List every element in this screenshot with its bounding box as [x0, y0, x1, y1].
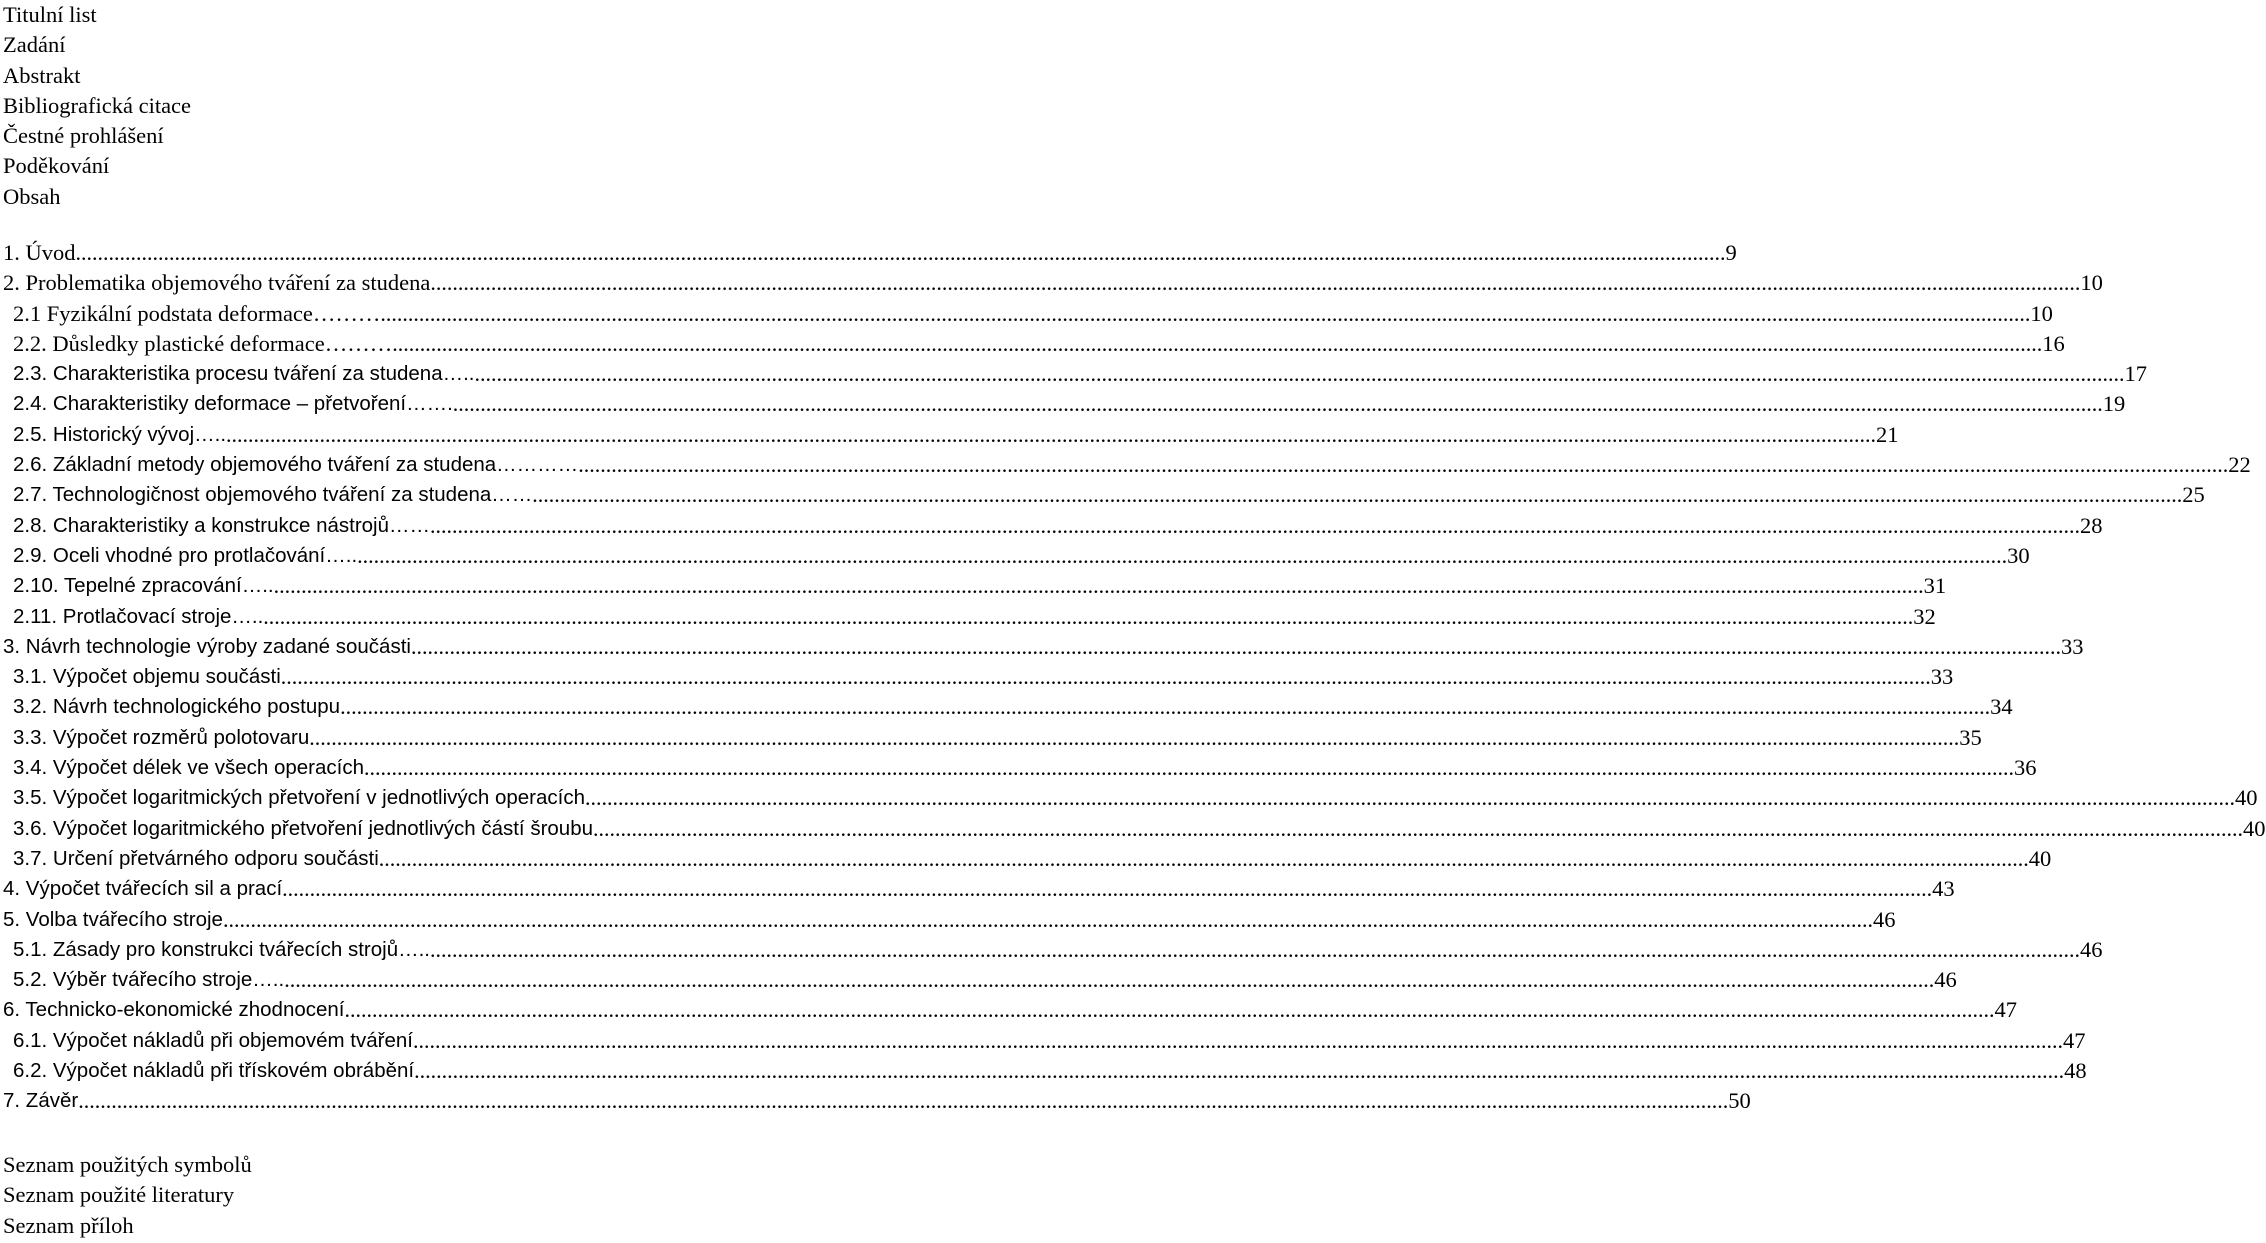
toc-entry-label: 3.1. Výpočet objemu součásti [13, 665, 281, 689]
toc-leader-dots: ............................................................................................................................................................................................................................................................................................................ [340, 694, 1991, 720]
toc-entry [3, 420, 1899, 450]
toc-entry-label: 3.4. Výpočet délek ve všech operacích [13, 756, 364, 780]
toc-leader-dots: ............................................................................................................................................................................................................................................................................................................ [226, 421, 1877, 447]
toc-entry [3, 844, 2052, 874]
toc-leader-dots: ............................................................................................................................................................................................................................................................................................................ [392, 330, 2043, 356]
toc-entry [3, 1086, 1751, 1116]
toc-entry-label: 5.1. Zásady pro konstrukci tvářecích strojů….. [13, 937, 430, 961]
back-matter-item: Seznam použité literatury [3, 1182, 235, 1208]
toc-entry [3, 995, 2017, 1025]
toc-entry-page: 9 [1725, 240, 1737, 265]
toc-entry-label: 3. Návrh technologie výroby zadané součásti [3, 634, 411, 658]
toc-entry [3, 268, 2103, 298]
toc-entry [3, 662, 1954, 692]
toc-entry-page: 46 [1934, 967, 1957, 993]
toc-entry-page: 10 [2080, 270, 2103, 296]
toc-leader-dots: ............................................................................................................................................................................................................................................................................................................ [344, 997, 1995, 1023]
toc-entry [3, 541, 2030, 571]
toc-entry-label: 5. Volba tvářecího stroje [3, 907, 223, 931]
toc-leader-dots: ............................................................................................................................................................................................................................................................................................................ [222, 906, 1873, 932]
toc-entry [3, 783, 2258, 813]
front-matter-item: Čestné prohlášení [3, 123, 164, 149]
toc-entry-page: 47 [1994, 997, 2017, 1023]
toc-entry-page: 30 [2007, 542, 2030, 568]
toc-entry-label: 7. Závěr [3, 1089, 79, 1113]
toc-entry-page: 40 [2243, 815, 2266, 841]
toc-entry-label: 3.7. Určení přetvárného odporu součásti [13, 846, 379, 870]
toc-entry-label: 2.8. Charakteristiky a konstrukce nástrojů…… [13, 513, 430, 537]
toc-entry-page: 21 [1876, 421, 1899, 447]
toc-entry-page: 40 [2235, 785, 2258, 811]
toc-entry-label: 2.11. Protlačovací stroje….. [13, 604, 264, 628]
toc-entry [3, 874, 1955, 904]
toc-leader-dots: ............................................................................................................................................................................................................................................................................................................ [412, 1027, 2063, 1053]
toc-entry-label: 2.7. Technologičnost objemového tváření za studena…… [13, 483, 533, 507]
toc-leader-dots: ............................................................................................................................................................................................................................................................................................................ [273, 573, 1924, 599]
front-matter-item: Zadání [3, 32, 66, 58]
toc-leader-dots: ............................................................................................................................................................................................................................................................................................................ [380, 300, 2031, 326]
toc-entry [3, 299, 2053, 329]
toc-entry [3, 450, 2251, 480]
toc-leader-dots: ............................................................................................................................................................................................................................................................................................................ [75, 240, 1726, 265]
toc-entry [3, 935, 2103, 965]
toc-leader-dots: ............................................................................................................................................................................................................................................................................................................ [430, 512, 2080, 538]
toc-entry [3, 359, 2147, 389]
toc-entry-page: 50 [1728, 1088, 1751, 1114]
front-matter-item: Titulní list [3, 2, 97, 27]
toc-entry-page: 28 [2080, 512, 2103, 538]
toc-entry-page: 31 [1923, 573, 1947, 599]
toc-leader-dots: ............................................................................................................................................................................................................................................................................................................ [309, 724, 1960, 750]
toc-entry [3, 329, 2065, 359]
toc-leader-dots: ............................................................................................................................................................................................................................................................................................................ [474, 361, 2125, 387]
toc-entry-page: 34 [1990, 694, 2013, 720]
toc-entry-label: 2.3. Charakteristika procesu tváření za studena….. [13, 362, 475, 386]
toc-leader-dots: ............................................................................................................................................................................................................................................................................................................ [357, 542, 2008, 568]
toc-entry-page: 47 [2062, 1027, 2086, 1053]
toc-leader-dots: ............................................................................................................................................................................................................................................................................................................ [452, 391, 2103, 417]
toc-entry-label: 2.6. Základní metody objemového tváření za studena………… [13, 453, 579, 477]
toc-entry-label: 2.4. Charakteristiky deformace – přetvoření……. [13, 392, 453, 416]
toc-entry [3, 238, 1737, 268]
toc-entry [3, 1026, 2086, 1056]
front-matter-list [3, 0, 191, 212]
toc-entry-label: 6.1. Výpočet nákladů při objemovém tváření [13, 1028, 413, 1052]
toc-entry-label: 3.3. Výpočet rozměrů polotovaru [13, 725, 310, 749]
toc-entry-page: 40 [2028, 845, 2052, 871]
toc-entry-label: 4. Výpočet tvářecích sil a prací [3, 877, 283, 901]
toc-leader-dots: ............................................................................................................................................................................................................................................................................................................ [578, 452, 2229, 478]
toc-entry-label: 2.2. Důsledky plastické deformace……… [13, 330, 393, 356]
toc-leader-dots: ............................................................................................................................................................................................................................................................................................................ [414, 1058, 2065, 1084]
front-matter-item: Abstrakt [3, 62, 81, 88]
toc-leader-dots: ............................................................................................................................................................................................................................................................................................................ [532, 482, 2183, 508]
back-matter-item: Seznam použitých symbolů [3, 1152, 252, 1177]
toc-leader-dots: ............................................................................................................................................................................................................................................................................................................ [263, 603, 1914, 629]
toc-entry-page: 43 [1932, 876, 1955, 902]
table-of-contents [3, 238, 2266, 1117]
front-matter-item: Bibliografická citace [3, 92, 192, 118]
toc-leader-dots: ............................................................................................................................................................................................................................................................................................................ [363, 755, 2014, 781]
toc-entry-label: 3.5. Výpočet logaritmických přetvoření v jednotlivých operacích [13, 786, 585, 810]
toc-entry [3, 965, 1957, 995]
toc-entry-page: 46 [2080, 936, 2103, 962]
toc-entry-label: 2.1 Fyzikální podstata deformace……… [13, 300, 381, 326]
toc-leader-dots: ............................................................................................................................................................................................................................................................................................................ [430, 936, 2080, 962]
toc-entry-page: 33 [2060, 633, 2084, 659]
toc-entry [3, 905, 1896, 935]
toc-entry-label: 5.2. Výběr tvářecího stroje….. [13, 968, 285, 992]
toc-entry-page: 10 [2030, 300, 2053, 326]
toc-entry-page: 33 [1930, 664, 1954, 690]
toc-entry [3, 1056, 2087, 1086]
toc-leader-dots: ............................................................................................................................................................................................................................................................................................................ [280, 664, 1931, 690]
toc-entry-label: 2. Problematika objemového tváření za studena [3, 270, 431, 296]
toc-entry [3, 723, 1982, 753]
toc-entry [3, 389, 2126, 419]
toc-entry-page: 46 [1872, 906, 1896, 932]
toc-entry [3, 632, 2084, 662]
toc-entry-label: 2.5. Historický vývoj….. [13, 422, 227, 446]
toc-leader-dots: ............................................................................................................................................................................................................................................................................................................ [282, 876, 1933, 902]
toc-entry-label: 6. Technicko-ekonomické zhodnocení [3, 998, 345, 1022]
toc-leader-dots: ............................................................................................................................................................................................................................................................................................................ [378, 845, 2029, 871]
toc-entry-page: 19 [2102, 391, 2126, 417]
toc-leader-dots: ............................................................................................................................................................................................................................................................................................................ [593, 815, 2243, 841]
toc-entry-page: 48 [2064, 1058, 2087, 1084]
toc-leader-dots: ............................................................................................................................................................................................................................................................................................................ [585, 785, 2235, 811]
toc-entry-page: 32 [1913, 603, 1936, 629]
toc-entry [3, 692, 2013, 722]
toc-entry [3, 814, 2266, 844]
toc-entry [3, 480, 2205, 510]
toc-entry-page: 17 [2124, 361, 2147, 387]
toc-entry [3, 511, 2103, 541]
toc-entry [3, 571, 1947, 601]
toc-entry-page: 36 [2013, 755, 2037, 781]
toc-entry [3, 753, 2037, 783]
toc-leader-dots: ............................................................................................................................................................................................................................................................................................................ [78, 1088, 1729, 1114]
toc-entry-page: 16 [2042, 330, 2065, 356]
toc-entry-label: 3.2. Návrh technologického postupu [13, 695, 341, 719]
toc-entry-label: 3.6. Výpočet logaritmického přetvoření jednotlivých částí šroubu [13, 816, 593, 840]
toc-leader-dots: ............................................................................................................................................................................................................................................................................................................ [430, 270, 2081, 296]
toc-entry-label: 2.10. Tepelné zpracování….. [13, 574, 274, 598]
front-matter-item: Obsah [3, 183, 61, 209]
toc-entry-page: 25 [2182, 482, 2205, 508]
toc-entry [3, 602, 1936, 632]
toc-entry-label: 1. Úvod [3, 240, 76, 265]
toc-entry-label: 6.2. Výpočet nákladů při třískovém obrábění [13, 1059, 415, 1083]
toc-leader-dots: ............................................................................................................................................................................................................................................................................................................ [410, 633, 2061, 659]
toc-leader-dots: ............................................................................................................................................................................................................................................................................................................ [284, 967, 1935, 993]
toc-entry-label: 2.9. Oceli vhodné pro protlačování….. [13, 543, 358, 567]
toc-entry-page: 22 [2228, 452, 2251, 478]
back-matter-list [3, 1150, 252, 1241]
toc-entry-page: 35 [1959, 724, 1982, 750]
back-matter-item: Seznam příloh [3, 1212, 134, 1238]
front-matter-item: Poděkování [3, 153, 110, 179]
